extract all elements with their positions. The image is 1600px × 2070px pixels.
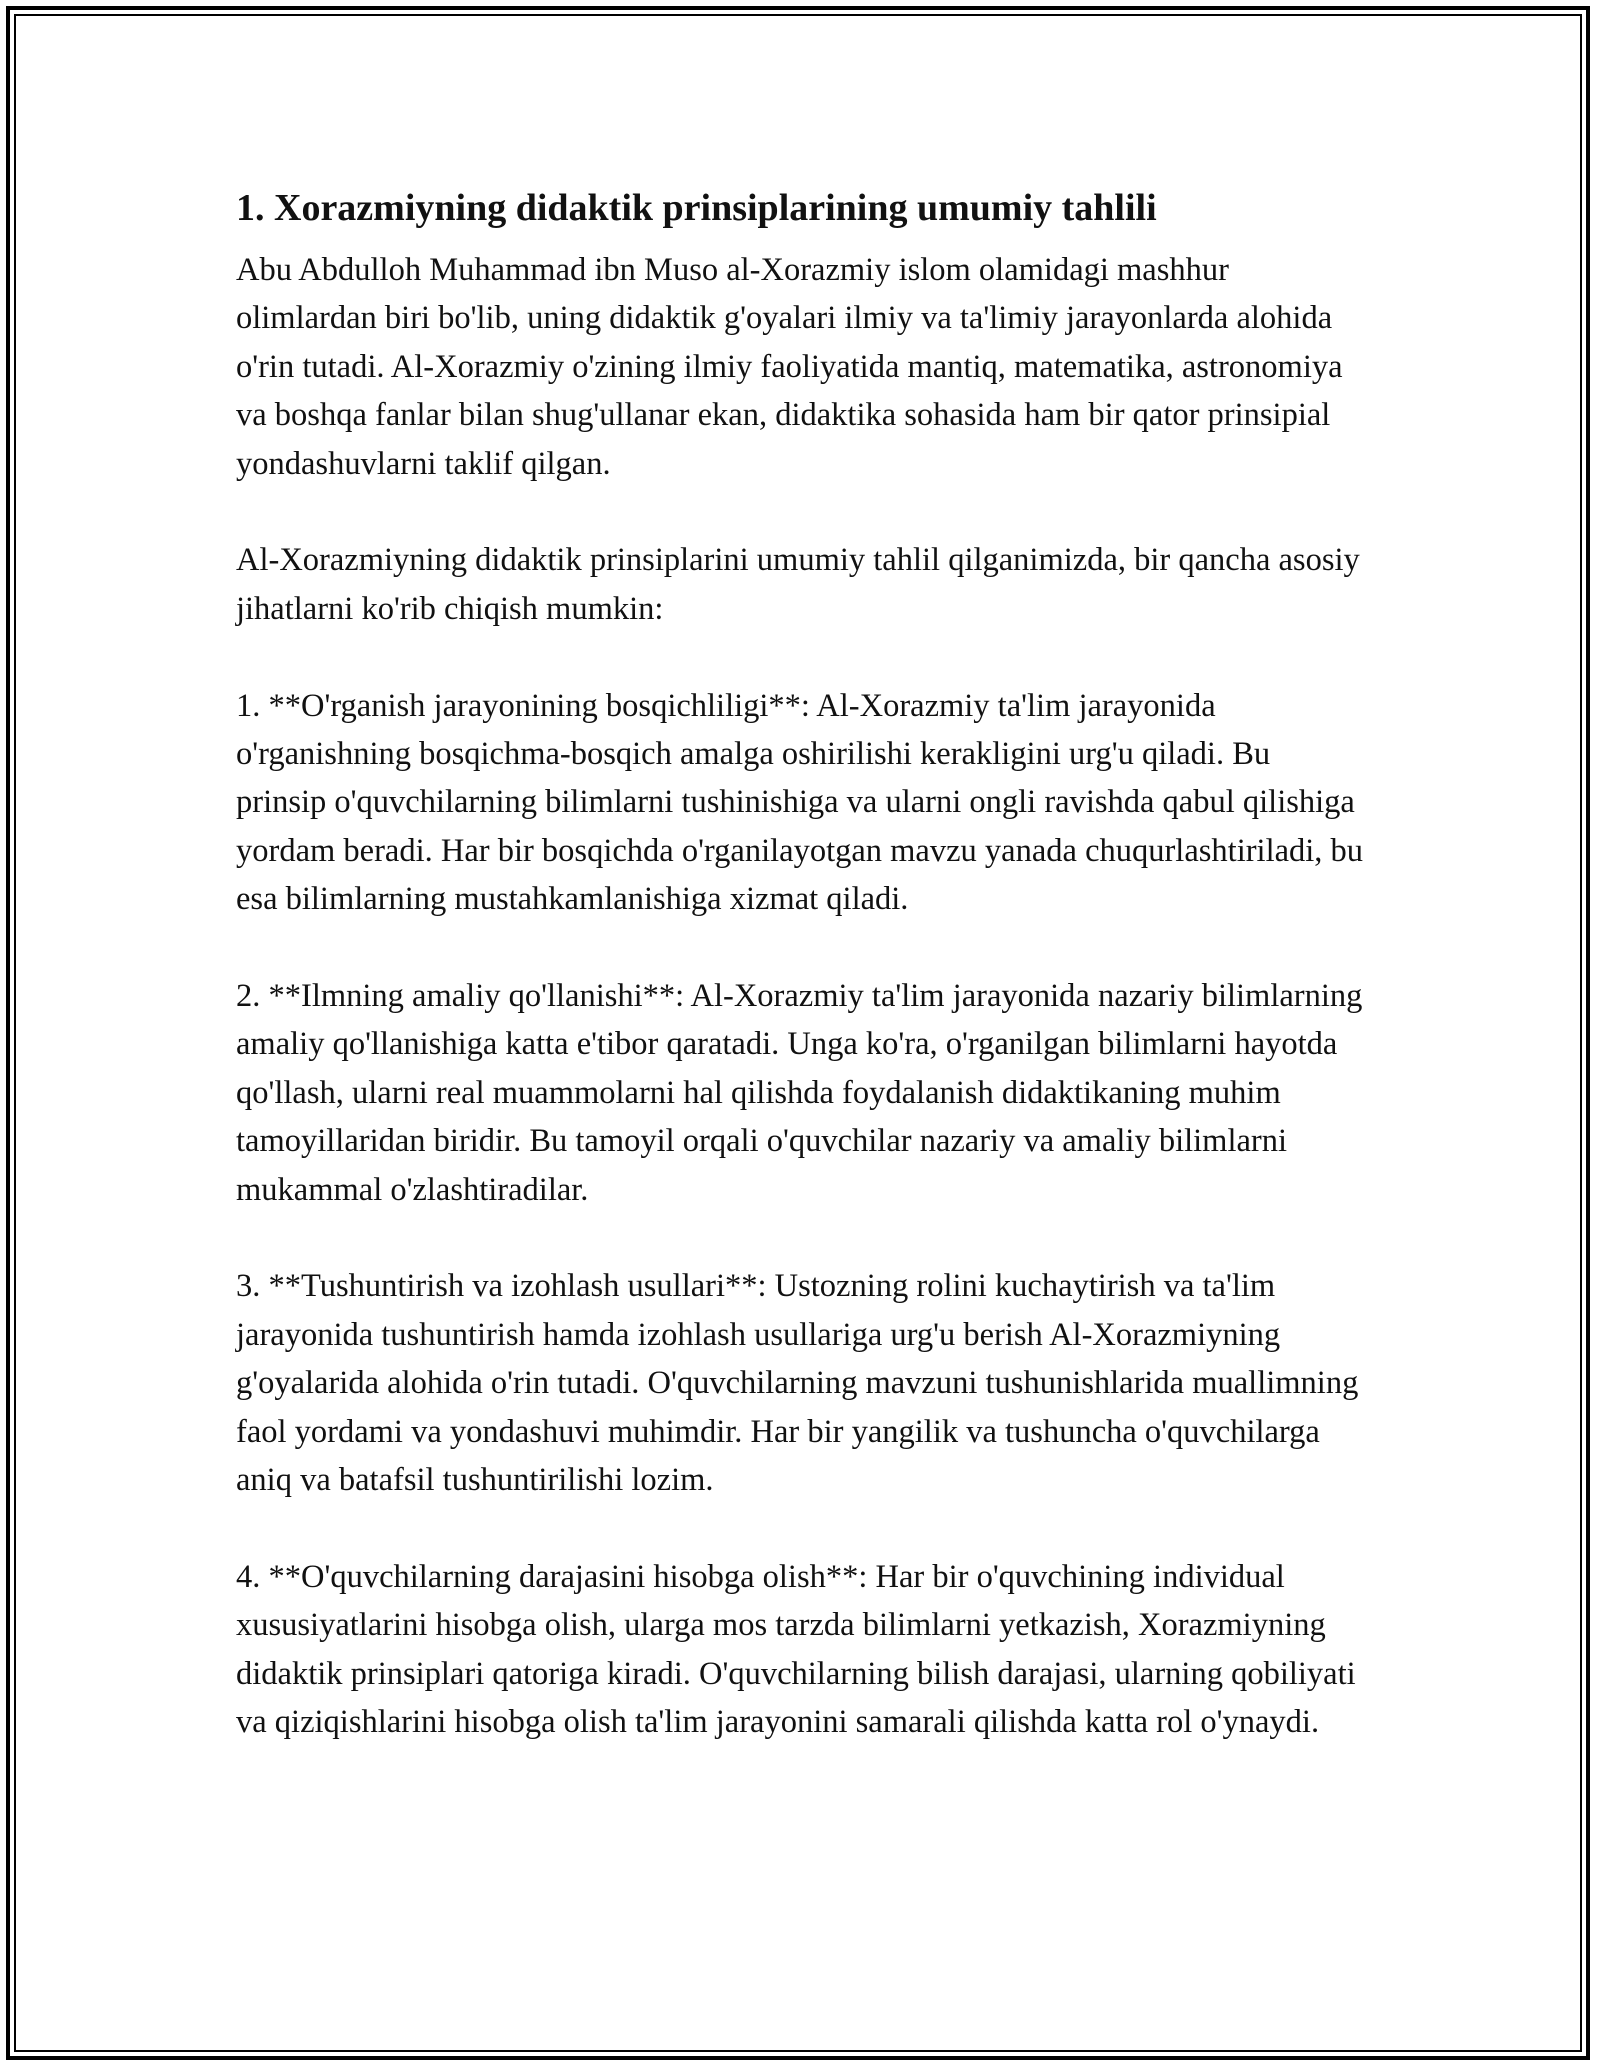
- section-heading: 1. Xorazmiyning didaktik prinsiplarining umumiy tahlili: [236, 187, 1157, 229]
- overview-paragraph: Al-Xorazmiyning didaktik prinsiplarini umumiy tahlil qilganimizda, bir qancha asosiy jihatlarni ko'rib chiqish mumkin:: [236, 542, 1360, 627]
- principle-4-paragraph: 4. **O'quvchilarning darajasini hisobga olish**: Har bir o'quvchining individual xususiyatlarini hisobga olish, ularga mos tarzda bilimlarni yetkazish, Xorazmiyning didaktik prinsiplari qatoriga kiradi. O'quvchilarning bilish darajasi, ularning qobiliyati va qiziqishlarini hisobga olish ta'lim jarayonini samarali qilishda katta rol o'ynaydi.: [236, 1558, 1356, 1741]
- principle-1-paragraph: 1. **O'rganish jarayonining bosqichliligi**: Al-Xorazmiy ta'lim jarayonida o'rganishning bosqichma-bosqich amalga oshirilishi kerakligini urg'u qiladi. Bu prinsip o'quvchilarning bilimlarni tushinishiga va ularni ongli ravishda qabul qilishiga yordam beradi. Har bir bosqichda o'rganilayotgan mavzu yanada chuqurlashtiriladi, bu esa bilimlarning mustahkamlanishiga xizmat qiladi.: [236, 687, 1364, 918]
- principle-3-paragraph: 3. **Tushuntirish va izohlash usullari**: Ustozning rolini kuchaytirish va ta'lim jarayonida tushuntirish hamda izohlash usullariga urg'u berish Al-Xorazmiyning g'oyalarida alohida o'rin tutadi. O'quvchilarning mavzuni tushunishlarida muallimning faol yordami va yondashuvi muhimdir. Har bir yangilik va tushuncha o'quvchilarga aniq va batafsil tushuntirilishi lozim.: [236, 1268, 1359, 1499]
- principle-2-paragraph: 2. **Ilmning amaliy qo'llanishi**: Al-Xorazmiy ta'lim jarayonida nazariy bilimlarning amaliy qo'llanishiga katta e'tibor qaratadi. Unga ko'ra, o'rganilgan bilimlarni hayotda qo'llash, ularni real muammolarni hal qilishda foydalanish didaktikaning muhim tamoyillaridan biridir. Bu tamoyil orqali o'quvchilar nazariy va amaliy bilimlarni mukammal o'zlashtiradilar.: [236, 978, 1363, 1208]
- intro-paragraph: Abu Abdulloh Muhammad ibn Muso al-Xorazmiy islom olamidagi mashhur olimlardan biri bo'lib, uning didaktik g'oyalari ilmiy va ta'limiy jarayonlarda alohida o'rin tutadi. Al-Xorazmiy o'zining ilmiy faoliyatida mantiq, matematika, astronomiya va boshqa fanlar bilan shug'ullanar ekan, didaktika sohasida ham bir qator prinsipial yondashuvlarni taklif qilgan.: [236, 252, 1343, 482]
- document-body: [236, 184, 1368, 1795]
